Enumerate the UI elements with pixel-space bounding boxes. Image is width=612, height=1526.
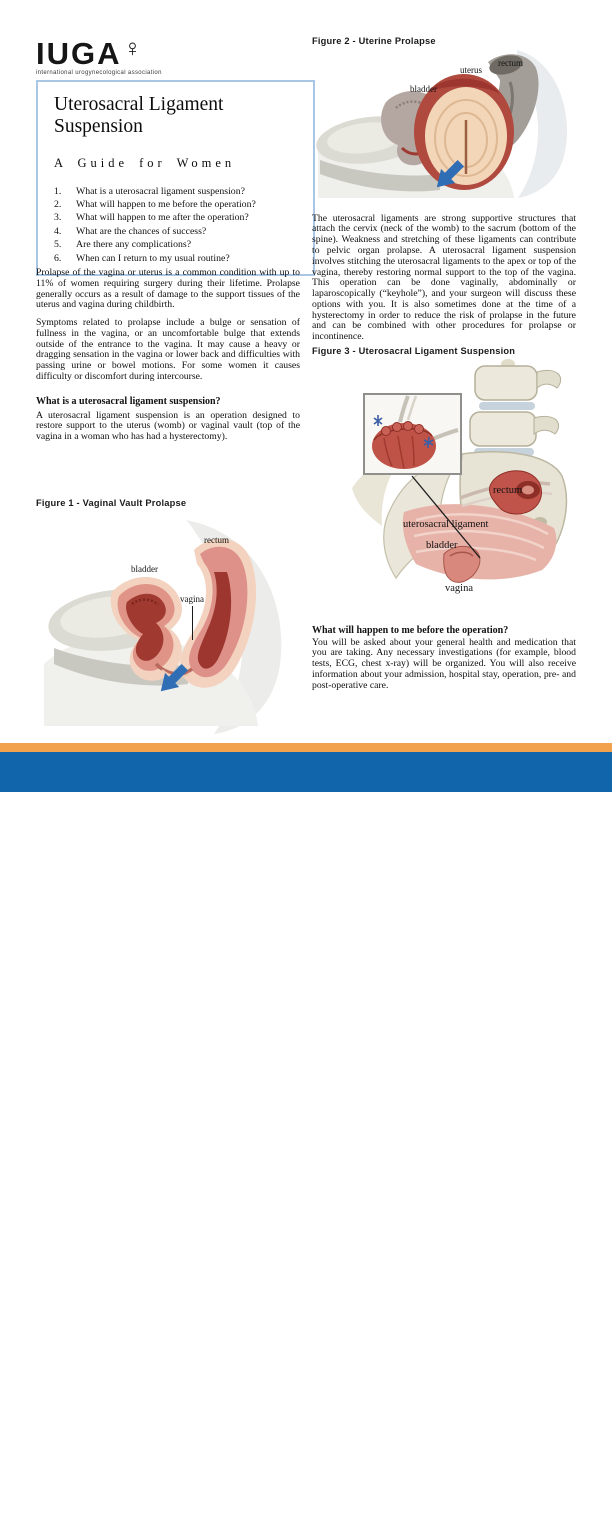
question-number: 3. xyxy=(54,212,62,224)
footer-separator: | xyxy=(293,1515,298,1525)
question-list xyxy=(54,185,313,265)
copyright-label: ©IUGA xyxy=(501,1514,537,1526)
question-item xyxy=(54,185,313,198)
question-number: 5. xyxy=(54,239,62,251)
question-number: 6. xyxy=(54,252,62,264)
figure2-illustration xyxy=(312,48,576,202)
figure3-inset-box xyxy=(364,394,461,474)
footer-copyright xyxy=(502,1514,572,1526)
question-label: What are the chances of success? xyxy=(76,225,207,237)
figure2-label-rectum: rectum xyxy=(498,58,523,68)
page-title: Uterosacral Ligament Suspension xyxy=(54,94,224,137)
footer-office-label: IUGA Office xyxy=(109,1515,181,1525)
title-box xyxy=(36,80,315,276)
iuga-logo xyxy=(36,38,162,76)
footer-email-link[interactable]: office@iuga.org xyxy=(196,1515,288,1525)
figure2-label-uterus: uterus xyxy=(460,65,482,75)
intro-text xyxy=(36,268,300,450)
section-heading-what-is: What is a uterosacral ligament suspension? xyxy=(36,395,221,407)
section-body-before-op: You will be asked about your general health and medication that you are taking. Any necessary investigations (for example, blood tests, ECG, chest x-ray) will be organized. You will also receive information about your admission, hospital stay, operation, pre- and post-operative care. xyxy=(312,636,576,691)
question-item xyxy=(54,252,313,265)
question-item xyxy=(54,198,313,211)
page-subtitle: A Guide for Women xyxy=(54,155,236,170)
intro-paragraph-2: Symptoms related to prolapse include a bulge or sensation of fullness in the vagina, or an uncomfortable bulge that extends outside of the entrance to the vagina. It may cause a heavy or dragging sensation in the vagina or lower back and difficulties with passing urine or bowel motions. For some women it causes difficulty or discomfort during intercourse. xyxy=(36,317,300,382)
figure2 xyxy=(312,48,576,202)
question-number: 1. xyxy=(54,185,62,197)
logo-tagline: international urogynecological association xyxy=(36,70,162,76)
section-body-what-is: A uterosacral ligament suspension is an operation designed to restore support to the uterus (womb) or vaginal vault (top of the vagina in a woman who has had a hysterectomy). xyxy=(36,409,300,443)
footer-contact xyxy=(0,1515,490,1525)
figure1-label-bladder: bladder xyxy=(131,564,158,574)
figure3-illustration xyxy=(312,358,576,603)
question-item xyxy=(54,211,313,224)
right-column xyxy=(312,0,576,792)
question-number: 4. xyxy=(54,225,62,237)
figure3-label-rectum: rectum xyxy=(493,485,523,496)
footer-separator: | xyxy=(186,1515,191,1525)
figure3 xyxy=(312,358,576,603)
left-column xyxy=(36,0,300,792)
question-item xyxy=(54,238,313,251)
question-item xyxy=(54,225,313,238)
figure2-label-bladder: bladder xyxy=(410,84,437,94)
question-label: Are there any complications? xyxy=(76,239,192,251)
figure1-caption: Figure 1 - Vaginal Vault Prolapse xyxy=(36,498,187,508)
question-number: 2. xyxy=(54,199,62,211)
question-label: What will happen to me after the operation? xyxy=(76,212,249,224)
figure1 xyxy=(36,512,300,740)
revision-label: RV1 xyxy=(550,1514,572,1526)
figure1-label-rectum: rectum xyxy=(204,535,229,545)
footer-bar xyxy=(0,752,612,1526)
figure2-caption: Figure 2 - Uterine Prolapse xyxy=(312,36,436,46)
female-symbol-icon: ♀ xyxy=(123,36,142,62)
logo-wordmark: IUGA xyxy=(36,36,122,71)
figure3-caption: Figure 3 - Uterosacral Ligament Suspension xyxy=(312,346,516,356)
question-label: When can I return to my usual routine? xyxy=(76,252,230,264)
question-label: What will happen to me before the operation? xyxy=(76,199,256,211)
ligaments-paragraph: The uterosacral ligaments are strong supportive structures that attach the cervix (neck of the womb) to the sacrum (bottom of the spine). Weakness and stretching of these ligaments can contribute to pelvic organ prolapse. A uterosacral ligament suspension involves stitching the uterosacral ligaments to the apex or top of the vagina, thereby restoring normal support to the top of the vagina. This operation can be done vaginally, abdominally or laparoscopically (“keyhole”), and your surgeon will discuss these options with you. It is also sometimes done at the time of a hysterectomy in order to reduce the risk of prolapse in the future and can be combined with other procedures for prolapse or incontinence. xyxy=(312,212,576,343)
figure1-vagina-pointer xyxy=(192,606,193,640)
figure3-label-uterosacral-ligament: uterosacral ligament xyxy=(403,519,489,530)
section-heading-before-op: What will happen to me before the operation? xyxy=(312,625,509,636)
footer-website-link[interactable]: www.iuga.org xyxy=(303,1515,381,1525)
figure1-illustration xyxy=(36,512,300,740)
figure3-label-vagina: vagina xyxy=(445,583,473,594)
question-label: What is a uterosacral ligament suspension? xyxy=(76,185,245,197)
intro-paragraph-1: Prolapse of the vagina or uterus is a common condition with up to 11% of women requiring surgery during their lifetime. Prolapse generally occurs as a result of damage to the support tissues of the uterus and vagina during childbirth. xyxy=(36,267,300,311)
footer-orange-stripe xyxy=(0,743,612,752)
figure3-label-bladder: bladder xyxy=(426,540,458,551)
figure1-label-vagina: vagina xyxy=(180,594,204,604)
